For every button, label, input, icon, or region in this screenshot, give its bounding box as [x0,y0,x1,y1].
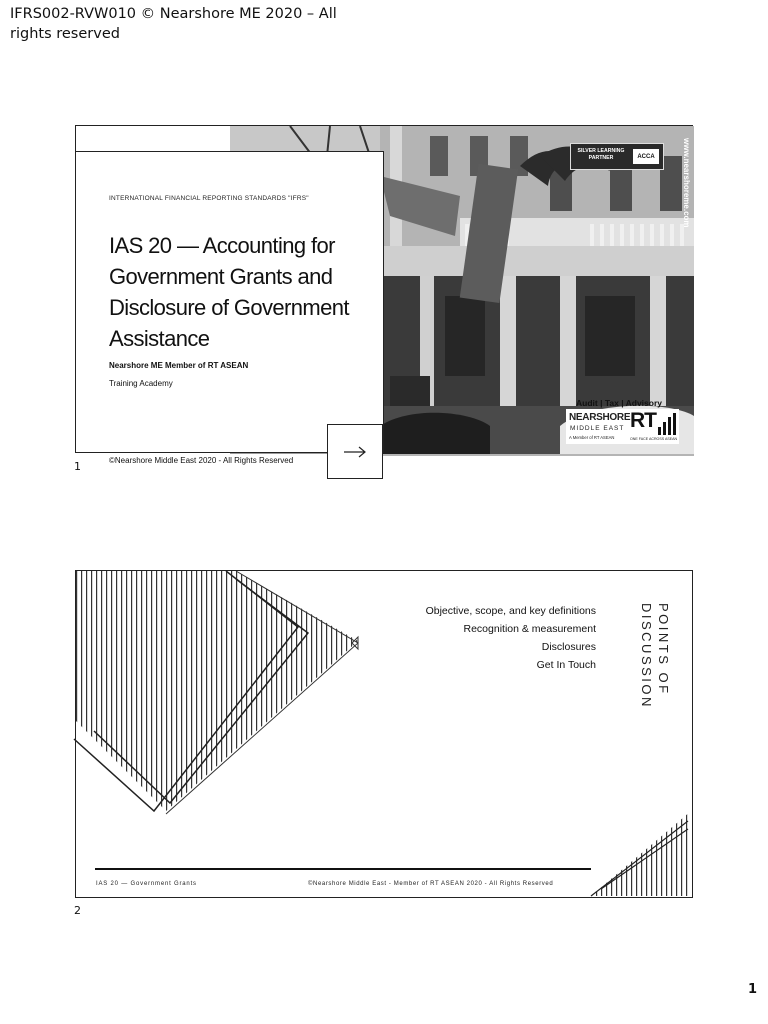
acca-partner-badge [570,143,664,170]
right-arrow-icon [343,446,367,458]
slide-number-2: 2 [74,904,81,917]
title-card [76,151,384,465]
logo-nearshore: NEARSHORE [569,412,631,423]
logo-rt-tagline: ONE FACE ACROSS ASEAN [630,437,678,441]
footer-title: IAS 20 — Government Grants [96,881,197,887]
nearshore-rt-logo [566,409,679,444]
footer-divider [95,868,591,870]
slide-2 [75,570,693,898]
page-number: 1 [748,982,758,997]
page-header: IFRS002-RVW010 © Nearshore ME 2020 – All rights reserved [10,6,337,42]
eyebrow-text: INTERNATIONAL FINANCIAL REPORTING STANDARDS "IFRS" [109,195,309,202]
slide-number-1: 1 [74,460,81,473]
subtitle-organization: Nearshore ME Member of RT ASEAN [109,361,249,370]
slide-1 [75,125,693,465]
badge-label: SILVER LEARNING PARTNER [577,148,625,161]
agenda-item-get-in-touch[interactable]: Get In Touch [536,659,596,671]
agenda-item-objective[interactable]: Objective, scope, and key definitions [425,605,596,617]
striped-triangle-decoration [76,571,694,899]
agenda-item-disclosures[interactable]: Disclosures [541,641,596,653]
acca-logo: ACCA [633,149,659,164]
agenda-list [426,602,596,674]
logo-member: A Member of RT ASEAN [569,435,615,440]
footer-copyright: ©Nearshore Middle East - Member of RT ASEAN 2020 - All Rights Reserved [308,881,554,887]
agenda-item-recognition[interactable]: Recognition & measurement [463,623,596,635]
subtitle-academy: Training Academy [109,379,173,388]
points-of-discussion-heading: POINTS OF DISCUSSION [639,603,671,709]
logo-rt: RT [630,409,656,432]
logo-middle-east: MIDDLE EAST [570,425,625,432]
bar-graph-icon [658,413,676,435]
slide-title: IAS 20 — Accounting for Government Grants and Disclosure of Government Assistance [109,233,349,351]
website-url: www.nearshoreme.com [682,138,691,228]
slide-copyright: ©Nearshore Middle East 2020 - All Rights Reserved [109,456,294,465]
services-tagline: Audit | Tax | Advisory [576,398,662,408]
next-arrow-button[interactable] [327,424,383,479]
